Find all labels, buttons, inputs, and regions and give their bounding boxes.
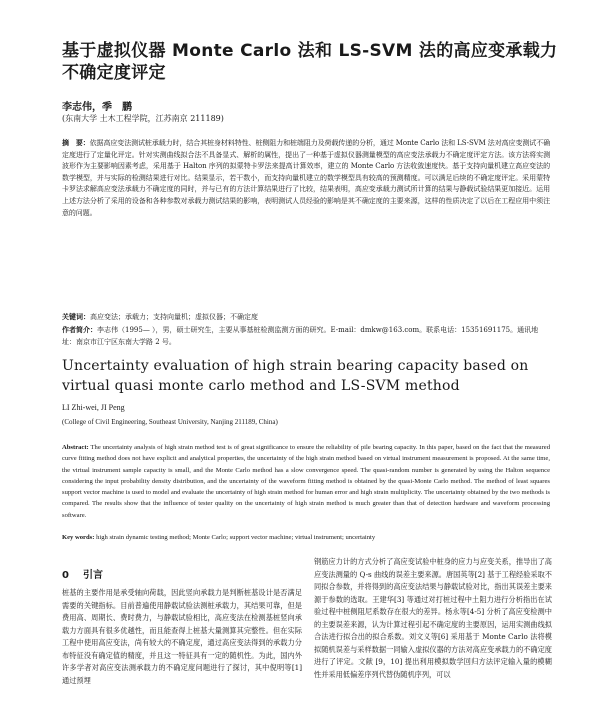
section-heading [62,566,302,581]
chinese-affiliation: (东南大学 土木工程学院，江苏南京 211189) [62,114,224,123]
english-abstract-label: Abstract: [62,444,89,451]
english-abstract-text: The uncertainty analysis of high strain method test is of great significance to ensure the reliability of pile bearing capacity. In this paper, based on the fact that the measured curve fitting method does not have explicit and analytical properties, the uncertainty of the high strain method based on virtual instrument measurement is proposed. At the same time, the virtual instrument sample capacity is small, and the Monte Carlo method has a slow convergence speed. The quasi-random number is generated by using the Halton sequence considering the input probability density distribution, and the uncertainty of the waveform fitting method is obtained by the quasi-Monte Carlo method. The method of least squares support vector machine is used to model and evaluate the uncertainty of high strain method for human error and high strain multiplicity. The uncertainty obtained by the two methods is compared. The results show that the influence of tester quality on the uncertainty of high strain method is much greater than that of detection hardware and waveform processing software. [62,444,551,519]
author-info-label: 作者简介： [62,326,97,334]
chinese-abstract-text: 依据高应变法测试桩承载力时，结合其桩身材料特性、桩侧阻力和桩端阻力及荷载传递的分析，通过 Monte Carlo 法和 LS-SVM 法对高应变测试不确定度进行了定量化评定。针对实测曲线拟合法不具备显式、解析的属性，提出了一种基于虚拟仪器测量模型的高应变法承载力不确定度评定方法。该方法将实测波形作为主要影响因素考虑，采用基于 Halton 序列的拟蒙特卡罗法来提高计算效率，建立的 Monte Carlo 方法收敛速度快。基于支持向量机建立高应变法的数学模型，并与实际的检测结果进行对比。结果显示，若干数小，而支持向量机建立的数学模型具有较高的预测精度。可以满足后续的不确定度评定。采用蒙特卡罗法求解高应变法承载力不确定度的同时，并与已有的方法计算结果进行了比较，结果表明，高应变承载力测试所计算的结果与静载试验结果更加接近。运用上述方法分析了采用的设备和各种参数对承载力测试结果的影响，表明测试人员经验的影响是其不确定度的主要来源，这样的性质决定了以后在工程应用中须注意的问题。 [62,139,550,217]
chinese-keywords-text: 高应变法；承载力；支持向量机；虚拟仪器；不确定度 [90,313,258,321]
section-title: 引言 [82,570,103,581]
english-keywords-label: Key words: [62,534,95,541]
english-affiliation: (College of Civil Engineering, Southeast University, Nanjing 211189, China) [62,418,278,426]
english-abstract [62,442,550,521]
chinese-keywords-label: 关键词： [62,313,90,321]
body-column-right [314,556,552,681]
english-keywords [62,534,550,541]
english-keywords-text: high strain dynamic testing method; Monte Carlo; support vector machine; virtual instrument; uncertainty [96,534,376,541]
body-text-right: 钢筋应力计的方式分析了高应变试验中桩身的应力与应变关系，推导出了高应变法测量的 Q-s 曲线的误差主要来源。唐国英等[2] 基于工程经验采取不同拟合参数，并将得到的高应变法结果与静载试验对比，指出其误差主要来源于参数的选取。王建华[3] 等通过对打桩过程中土阻力进行分析指出在试验过程中桩侧阻尼系数存在很大的差异。杨永等[4-5] 分析了高应变检测中的主要误差来源，认为计算过程引起不确定度的主要原因，运用实测曲线拟合法进行拟合出的拟合系数。刘文义等[6] 采用基于 Monte Carlo 法将模拟随机误差与采样数据一同输入虚拟仪器的方法对高应变承载力的不确定度进行了评定。文献 [9，10] 提出利用模拟数学回归方法评定输入量的模糊性并采用低偏差序列代替伪随机序列，可以 [314,557,552,679]
chinese-authors: 李志伟，季 鹏 [62,102,132,113]
english-title: Uncertainty evaluation of high strain bearing capacity based on virtual quasi monte carlo method and LS-SVM method [62,358,529,394]
body-text-left: 桩基的主要作用是承受轴向荷载，因此竖向承载力是判断桩基设计是否满足需要的关键指标。目前普遍使用静载试验法测桩承载力，其结果可靠，但是费用高、周期长、费时费力，与静载试验相比，高应变法在检测基桩竖向承载力方面具有很多优越性，而且能查得上桩基大量测算其完整性。但在实际工程中使用高应变法，尚有较大的不确定度，通过高应变法得到的承载力分布特征没有确定值的精度，并且这一特征具有一定的随机性。为此，国内外许多学者对高应变法测承载力的不确定度问题进行了探讨，其中倪明等[1] 通过预埋 [62,588,302,685]
chinese-keywords [62,312,550,323]
chinese-title: 基于虚拟仪器 Monte Carlo 法和 LS-SVM 法的高应变承载力不确定度评定 [62,41,558,83]
author-info [62,324,550,348]
chinese-abstract-label: 摘 要： [62,139,90,147]
english-authors: LI Zhi-wei, JI Peng [62,403,125,412]
author-info-text: 李志伟（1995— ），男，硕士研究生，主要从事基桩检测监测方面的研究。E-mail：dmkw@163.com。联系电话：15351691175。通讯地址：南京市江宁区东南大学路 2 号。 [62,326,539,346]
chinese-abstract [62,138,550,219]
body-column-left [62,556,302,687]
section-number: 0 [62,570,69,581]
